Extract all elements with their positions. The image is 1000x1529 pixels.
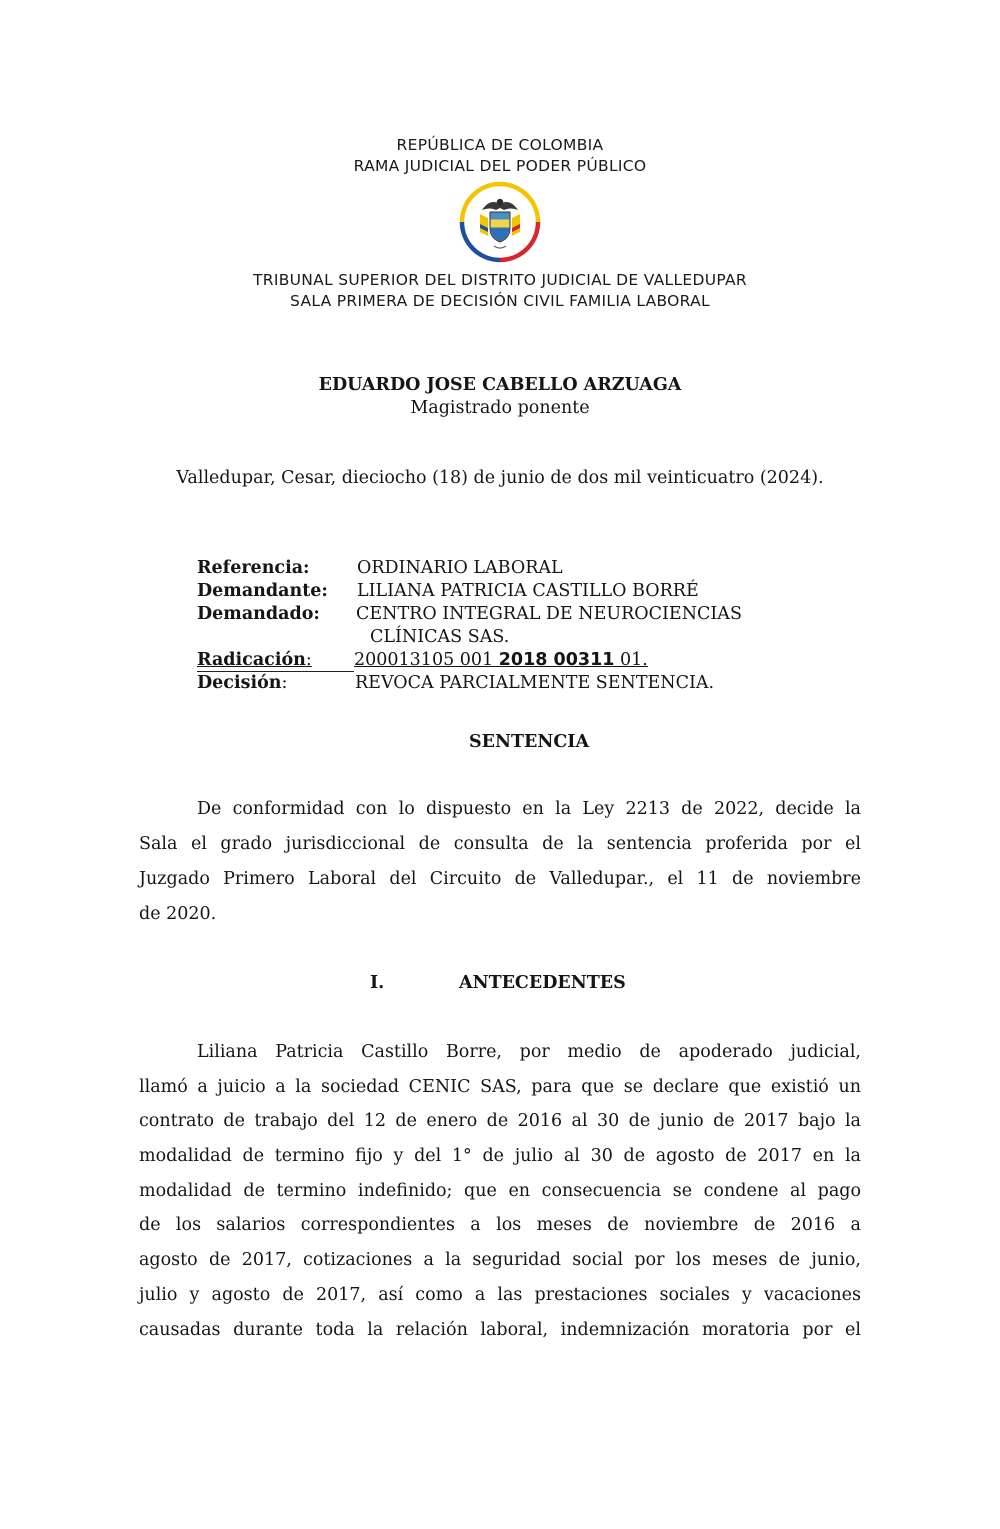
- body-line: modalidad de termino indefinido; que en consecuencia se condene al pago: [139, 1181, 861, 1201]
- section-number: I.: [370, 973, 385, 993]
- demandado-label: Demandado:: [197, 604, 320, 624]
- radicacion-number-suffix: 01.: [614, 650, 648, 670]
- demandado-value: CENTRO INTEGRAL DE NEUROCIENCIAS: [356, 604, 742, 624]
- radicacion-label: Radicación: [197, 650, 306, 670]
- decision-label: Decisión: [197, 673, 282, 693]
- country-heading: REPÚBLICA DE COLOMBIA: [396, 136, 604, 154]
- radicacion-value: [354, 650, 648, 670]
- radicacion-number-prefix: 200013105 001: [354, 650, 499, 670]
- decision-value: REVOCA PARCIALMENTE SENTENCIA.: [355, 673, 715, 693]
- chamber-heading: SALA PRIMERA DE DECISIÓN CIVIL FAMILIA LABORAL: [290, 292, 710, 310]
- body-line: modalidad de termino fijo y del 1° de julio al 30 de agosto de 2017 en la: [139, 1146, 861, 1166]
- decision-label-group: [197, 673, 287, 693]
- decision-colon: :: [281, 673, 288, 693]
- demandado-value-continued: CLÍNICAS SAS.: [370, 627, 510, 647]
- referencia-value: ORDINARIO LABORAL: [357, 558, 563, 578]
- demandante-value: LILIANA PATRICIA CASTILLO BORRÉ: [357, 581, 699, 601]
- intro-line: Juzgado Primero Laboral del Circuito de Valledupar., el 11 de noviembre: [139, 869, 861, 889]
- date-line: Valledupar, Cesar, dieciocho (18) de junio de dos mil veinticuatro (2024).: [176, 468, 824, 488]
- judicial-branch-heading: RAMA JUDICIAL DEL PODER PÚBLICO: [353, 157, 647, 175]
- section-title: ANTECEDENTES: [459, 973, 626, 993]
- body-line: de los salarios correspondientes a los meses de noviembre de 2016 a: [139, 1215, 861, 1235]
- body-line: contrato de trabajo del 12 de enero de 2016 al 30 de junio de 2017 bajo la: [139, 1111, 861, 1131]
- radicacion-row: [197, 650, 667, 674]
- radicacion-underline-divider: [197, 671, 354, 672]
- body-line: llamó a juicio a la sociedad CENIC SAS, para que se declare que existió un: [139, 1077, 861, 1097]
- magistrate-role: Magistrado ponente: [410, 398, 590, 418]
- sentencia-title: SENTENCIA: [469, 732, 590, 752]
- magistrate-name: EDUARDO JOSE CABELLO ARZUAGA: [318, 375, 682, 395]
- coat-of-arms-seal-icon: [458, 180, 542, 264]
- radicacion-number-main: 2018 00311: [498, 650, 615, 670]
- intro-line: De conformidad con lo dispuesto en la Ley 2213 de 2022, decide la: [197, 799, 861, 819]
- body-line: agosto de 2017, cotizaciones a la seguridad social por los meses de junio,: [139, 1250, 861, 1270]
- body-line: julio y agosto de 2017, así como a las prestaciones sociales y vacaciones: [139, 1285, 861, 1305]
- intro-line: Sala el grado jurisdiccional de consulta de la sentencia proferida por el: [139, 834, 861, 854]
- court-heading: TRIBUNAL SUPERIOR DEL DISTRITO JUDICIAL DE VALLEDUPAR: [253, 271, 747, 289]
- radicacion-colon: :: [305, 650, 312, 670]
- referencia-label: Referencia:: [197, 558, 310, 578]
- radicacion-label-group: [197, 650, 312, 670]
- body-line: causadas durante toda la relación laboral, indemnización moratoria por el: [139, 1320, 861, 1340]
- demandante-label: Demandante:: [197, 581, 328, 601]
- body-line: Liliana Patricia Castillo Borre, por medio de apoderado judicial,: [197, 1042, 861, 1062]
- intro-line: de 2020.: [139, 904, 217, 924]
